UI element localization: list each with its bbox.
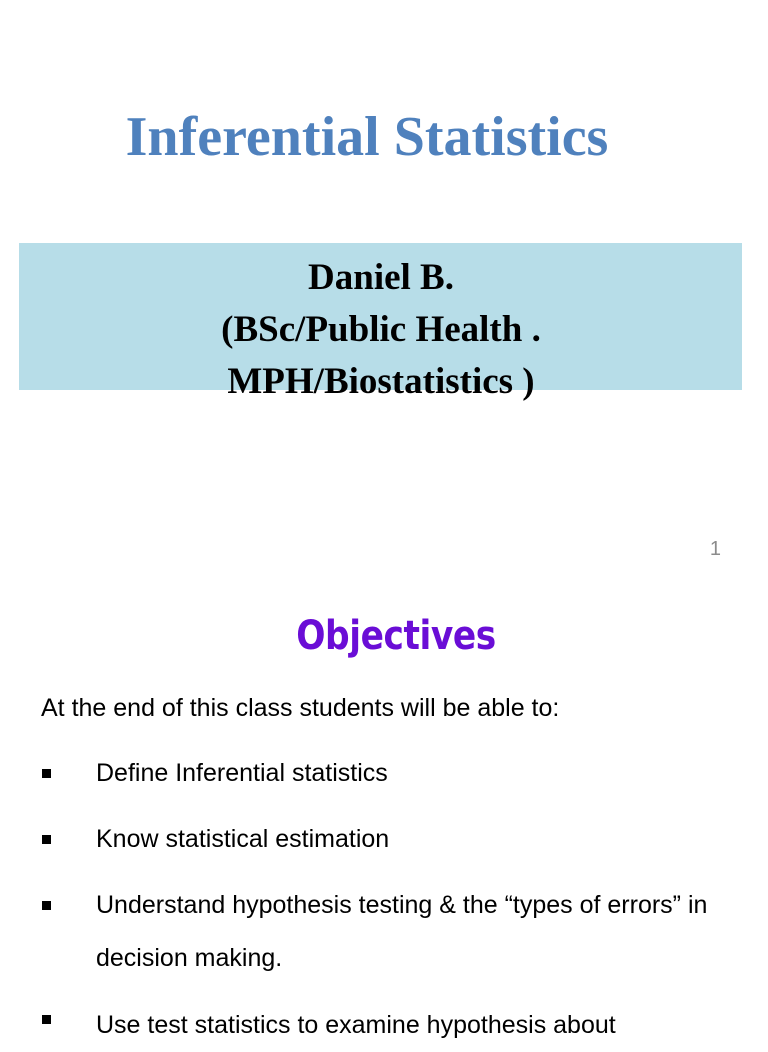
square-bullet-icon [42,769,51,778]
presentation-title: Inferential Statistics [125,106,609,168]
objective-text: Understand hypothesis testing & the “types of errors” in decision making. [96,891,708,972]
author-credentials-line-1: (BSc/Public Health . [221,309,541,350]
objectives-intro: At the end of this class students will be able to: [41,694,560,722]
slide-number: 1 [709,538,721,560]
square-bullet-icon [42,835,51,844]
author-name: Daniel B. [308,257,454,298]
author-block [0,252,762,408]
objective-text: Know statistical estimation [96,825,390,853]
objective-text: Use test statistics to examine hypothesis about [96,1011,616,1039]
objectives-slide [0,576,768,1039]
author-credentials-line-2: MPH/Biostatistics ) [227,361,535,402]
square-bullet-icon [42,901,51,910]
square-bullet-icon [42,1015,51,1024]
objectives-title: Objectives [296,613,496,659]
objective-text: Define Inferential statistics [96,759,388,787]
